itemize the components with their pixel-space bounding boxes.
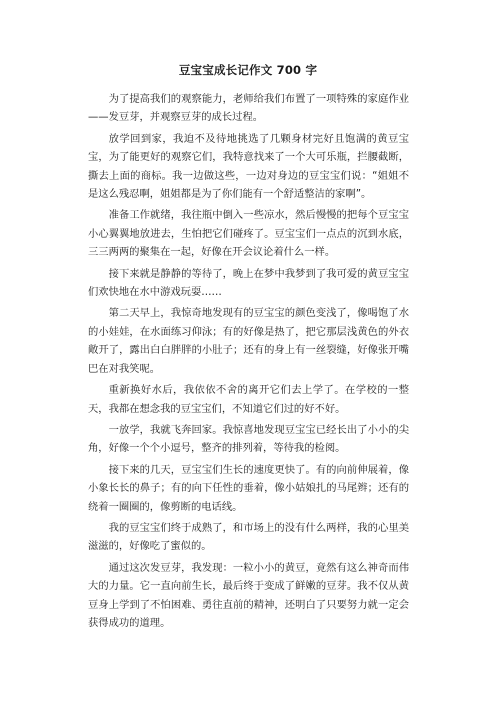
document-title: 豆宝宝成长记作文 700 字	[178, 63, 318, 77]
paragraph-10: 通过这次发豆芽，我发现：一粒小小的黄豆，竟然有这么神奇而伟大的力量。它一直向前生长，最后终于变成了鲜嫩的豆芽。我不仅从黄豆身上学到了不怕困难、勇往直前的精神，还明白了只要努力就一定会获得成功的道理。	[88, 561, 409, 629]
paragraph-6: 重新换好水后，我依依不舍的离开它们去上学了。在学校的一整天，我都在想念我的豆宝宝们，不知道它们过的好不好。	[88, 384, 409, 415]
document-body	[88, 90, 409, 635]
paragraph-3: 准备工作就绪，我往瓶中倒入一些凉水，然后慢慢的把每个豆宝宝小心翼翼地放进去，生怕把它们碰疼了。豆宝宝们一点点的沉到水底，三三两两的聚集在一起，好像在开会议论着什么一样。	[88, 209, 409, 259]
paragraph-8: 接下来的几天，豆宝宝们生长的速度更快了。有的向前伸展着，像小象长长的鼻子；有的向下任性的垂着，像小姑娘扎的马尾辫；还有的绕着一圈圈的，像剪断的电话线。	[88, 463, 409, 513]
paragraph-9: 我的豆宝宝们终于成熟了，和市场上的没有什么两样，我的心里美滋滋的，好像吃了蜜似的。	[88, 521, 409, 553]
paragraph-1: 为了提高我们的观察能力，老师给我们布置了一项特殊的家庭作业——发豆芽，并观察豆芽的成长过程。	[88, 93, 409, 124]
paragraph-5: 第二天早上，我惊奇地发现有的豆宝宝的颜色变浅了，像喝饱了水的小娃娃，在水面练习仰泳；有的好像是热了，把它那层浅黄色的外衣敞开了，露出白白胖胖的小肚子；还有的身上有一丝裂缝，好像张开嘴巴在对我笑呢。	[88, 307, 409, 375]
paragraph-7: 一放学，我就飞奔回家。我惊喜地发现豆宝宝已经长出了小小的尖角，好像一个个小逗号，整齐的排列着，等待我的检阅。	[88, 423, 409, 455]
paragraph-4: 接下来就是静静的等待了，晚上在梦中我梦到了我可爱的黄豆宝宝们欢快地在水中游戏玩耍……	[88, 267, 409, 299]
paragraph-2: 放学回到家，我迫不及待地挑选了几颗身材完好且饱满的黄豆宝宝，为了能更好的观察它们，我特意找来了一个大可乐瓶，拦腰截断，撕去上面的商标。我一边做这些，一边对身边的豆宝宝们说：“姐姐不是这么残忍啊，姐姐都是为了你们能有一个舒适整洁的家啊”。	[88, 132, 409, 201]
